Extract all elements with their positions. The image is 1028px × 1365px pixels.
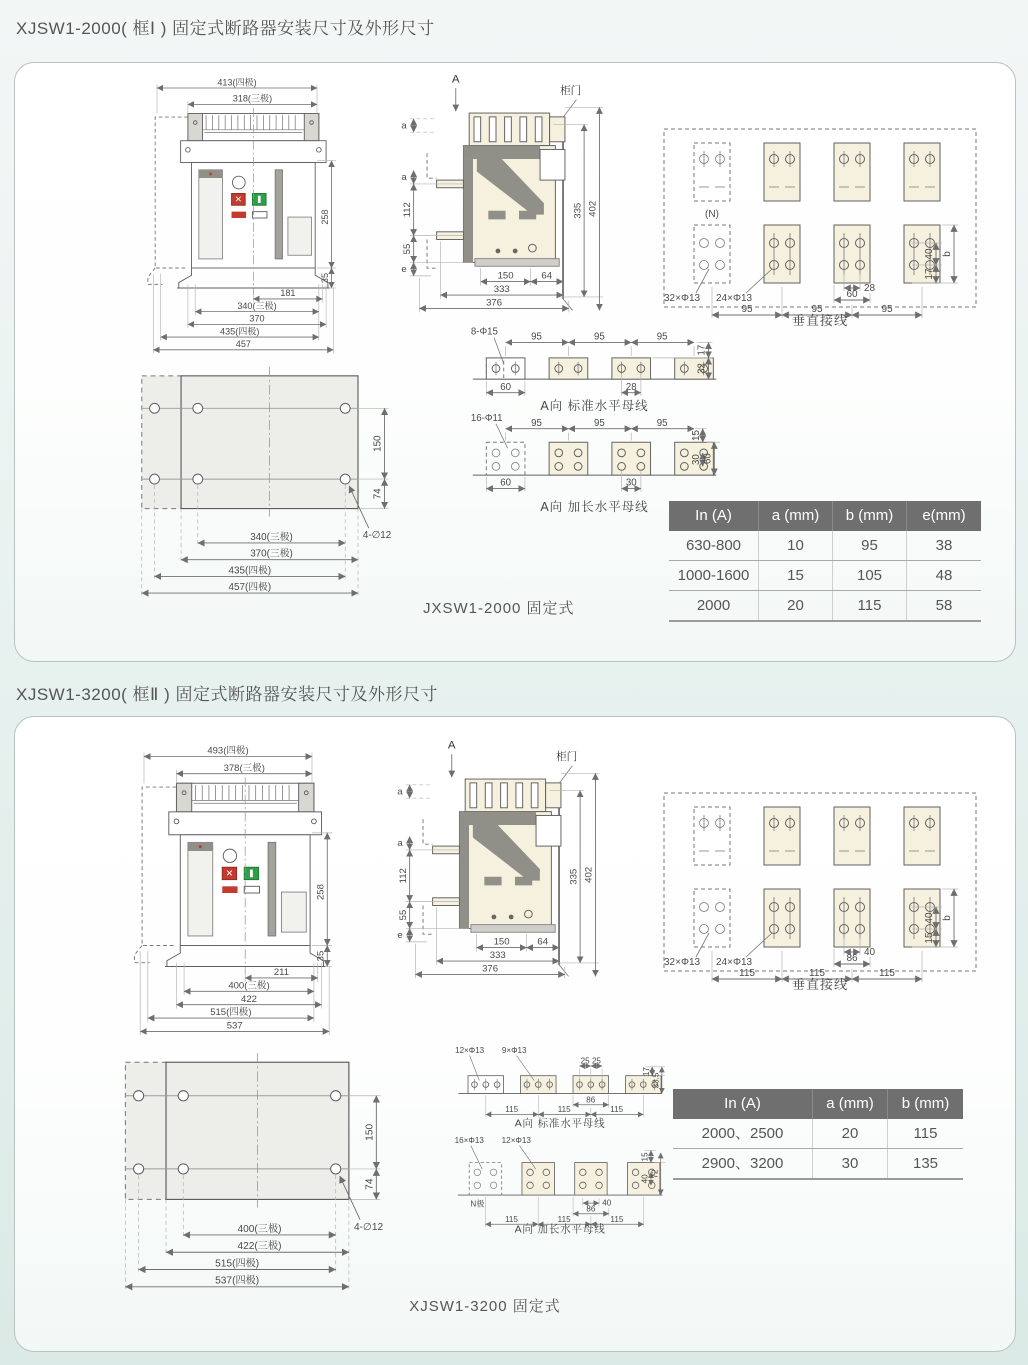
- cell: 105: [833, 561, 907, 590]
- view-arrow-label: A: [447, 739, 456, 752]
- dim-label: 60: [846, 289, 858, 300]
- dim-label: 340(三极): [250, 532, 293, 544]
- dim-label: 457(四极): [228, 582, 272, 594]
- base-plate: [475, 259, 559, 267]
- cabinet-door-label: 柜门: [560, 84, 582, 97]
- model-caption-2: XJSW1-3200 固定式: [409, 1298, 561, 1315]
- cell: 20: [813, 1119, 888, 1148]
- dim-label: 422(三极): [237, 1241, 282, 1253]
- dim-label: 74: [364, 1178, 376, 1190]
- dim-label: 435(四极): [228, 565, 272, 577]
- side-view-drawing-1: [381, 69, 611, 318]
- dim-label: 376: [482, 963, 499, 975]
- dim-label: 60: [500, 381, 512, 393]
- dim-label: 30: [690, 454, 702, 466]
- front-view-drawing-2: [123, 745, 333, 1041]
- cell: 135: [912, 1155, 939, 1172]
- dim-label: e: [397, 930, 403, 942]
- dim-label: 60: [702, 453, 714, 465]
- dim-label: 333: [489, 950, 506, 962]
- indicator-dot: [199, 845, 202, 848]
- hole-spec-label: 4-∅12: [362, 530, 392, 542]
- dim-label: 378(三极): [223, 762, 265, 774]
- cell: 2000: [669, 591, 759, 620]
- dim-label: 115: [809, 968, 825, 979]
- table-row: [669, 591, 981, 622]
- dim-label: 40: [864, 947, 876, 958]
- drawing-caption: A向 加长水平母线: [540, 499, 649, 514]
- dim-label: 72: [650, 1169, 660, 1179]
- cell: 48: [935, 567, 953, 584]
- cell: 1000-1600: [669, 561, 759, 590]
- hole-spec-label: 9×Φ13: [501, 1046, 527, 1056]
- dim-label: 40: [924, 912, 935, 924]
- dim-label: 17: [641, 1067, 651, 1077]
- section1-title: XJSW1-2000( 框Ⅰ ) 固定式断路器安装尺寸及外形尺寸: [16, 19, 435, 38]
- dim-label: 40: [640, 1174, 650, 1184]
- spec-table-1: [669, 501, 981, 622]
- dim-label: 115: [557, 1214, 571, 1224]
- red-strip: [232, 212, 247, 218]
- table-row: [673, 1119, 963, 1149]
- cell: 20: [759, 591, 833, 620]
- indicator-dot: [209, 172, 212, 175]
- dim-label: 28: [864, 283, 876, 294]
- dim-label: 258: [315, 884, 327, 900]
- hole-spec-label: 12×Φ13: [455, 1046, 485, 1056]
- hole-spec-label: 24×Φ13: [716, 293, 753, 304]
- dim-label: 537(四极): [215, 1275, 260, 1287]
- dim-label: 400(三极): [237, 1223, 282, 1235]
- cell: 38: [935, 537, 953, 554]
- dim-label: 515(四极): [215, 1258, 260, 1270]
- view-arrow-label: A: [451, 73, 460, 86]
- drawing-caption: 垂直接线: [791, 977, 849, 992]
- dim-label: 74: [372, 488, 384, 500]
- dim-label: 537: [226, 1020, 243, 1032]
- dim-label: 333: [493, 284, 510, 296]
- dim-label: 258: [319, 209, 330, 225]
- dim-label: 15: [924, 932, 935, 944]
- table-header-row: [669, 501, 981, 531]
- rail-bar: [275, 170, 282, 259]
- dim-label: 422: [241, 993, 257, 1005]
- dim-label: 32: [696, 363, 708, 374]
- cell: 2900、3200: [673, 1149, 813, 1178]
- cell: 10: [759, 531, 833, 560]
- ext-busbar-drawing-2: [453, 1135, 668, 1234]
- cell: 2000、2500: [673, 1119, 813, 1148]
- cell: 115: [833, 591, 907, 620]
- dim-label: 25: [591, 1056, 601, 1066]
- dim-label: 17: [924, 268, 935, 280]
- dim-label: 115: [610, 1105, 624, 1115]
- dim-label: 515(四极): [210, 1007, 252, 1019]
- hole-spec-label: 12×Φ13: [501, 1136, 531, 1146]
- mounting-plate-drawing-2: [110, 1047, 410, 1301]
- dim-label: 150: [364, 1123, 376, 1141]
- dim-label: 112: [397, 868, 409, 884]
- dim-label: 55: [397, 909, 409, 921]
- table-header-cell: a (mm): [759, 501, 833, 531]
- dim-label: 95: [593, 417, 605, 429]
- table-header-cell: e(mm): [922, 507, 966, 524]
- dim-label: 115: [879, 968, 895, 979]
- std-busbar-drawing-2: [453, 1045, 668, 1129]
- cell: 58: [935, 597, 953, 614]
- dim-label: 335: [568, 868, 580, 885]
- hole-spec-label: 4-∅12: [353, 1221, 384, 1233]
- dim-label: 86: [846, 953, 858, 964]
- dim-label: a: [397, 838, 403, 850]
- section2-title: XJSW1-3200( 框Ⅱ ) 固定式断路器安装尺寸及外形尺寸: [16, 685, 439, 704]
- dim-label: 60: [500, 477, 512, 489]
- dim-label: 150: [493, 936, 510, 948]
- dim-label: a: [397, 786, 403, 798]
- section1-panel: [14, 62, 1016, 662]
- dim-label: a: [401, 172, 407, 184]
- cell: 30: [813, 1149, 888, 1178]
- table-row: [669, 531, 981, 561]
- dim-label: 370(三极): [250, 548, 293, 560]
- dim-label: 211: [273, 967, 290, 979]
- drawing-caption: 垂直接线: [791, 313, 849, 328]
- dim-label: 40: [924, 248, 935, 260]
- dim-label: 402: [587, 200, 599, 217]
- dim-label: 95: [593, 331, 605, 343]
- dim-label: 95: [811, 304, 823, 315]
- hole-spec-label: 32×Φ13: [664, 293, 701, 304]
- cell: 15: [759, 561, 833, 590]
- dim-label: 40: [602, 1198, 612, 1208]
- drawing-caption: A向 标准水平母线: [540, 399, 649, 414]
- dim-label: 413(四极): [217, 77, 257, 88]
- dim-label: 25: [580, 1056, 590, 1066]
- dim-label: 95: [656, 331, 668, 343]
- dim-label: b: [942, 251, 953, 257]
- hole-spec-label: 24×Φ13: [716, 957, 753, 968]
- cell: 95: [833, 531, 907, 560]
- dim-label: 340(三极): [237, 300, 277, 311]
- vertical-wiring-drawing-1: [660, 125, 980, 330]
- dim-label: 115: [610, 1214, 624, 1224]
- dim-label: 95: [881, 304, 893, 315]
- dim-label: 35: [315, 950, 327, 962]
- table-header-row: [673, 1089, 963, 1119]
- neutral-pole-label: N极: [470, 1199, 485, 1209]
- dim-label: 17: [696, 344, 708, 356]
- dim-label: 376: [486, 297, 503, 309]
- dim-label: 64: [541, 270, 553, 282]
- table-header-cell: In (A): [673, 1089, 813, 1119]
- dim-label: 150: [497, 270, 514, 282]
- on-button-bar: [258, 196, 261, 203]
- table-header-cell: In (A): [669, 501, 759, 531]
- dim-label: 112: [401, 202, 413, 218]
- dim-label: 64: [537, 936, 549, 948]
- dim-label: 115: [739, 968, 755, 979]
- hole-spec-label: 32×Φ13: [664, 957, 701, 968]
- dim-label: 95: [531, 417, 542, 429]
- dim-label: 457: [235, 339, 251, 350]
- model-caption-1: JXSW1-2000 固定式: [423, 600, 575, 617]
- hole-spec-label: 8-Φ15: [470, 326, 498, 338]
- dim-label: 33.5: [651, 1072, 661, 1089]
- dim-label: e: [401, 264, 407, 276]
- cabinet-door-label: 柜门: [556, 750, 578, 763]
- mounting-plate-drawing-1: [127, 361, 417, 607]
- dim-label: 335: [572, 202, 584, 219]
- drawing-caption: A向 标准水平母线: [514, 1117, 606, 1130]
- table-header-cell: b (mm): [901, 1095, 950, 1112]
- table-header-cell: b (mm): [833, 501, 907, 531]
- dim-label: b: [942, 915, 953, 921]
- dim-label: 115: [505, 1105, 519, 1115]
- dim-label: 30: [625, 477, 637, 489]
- dim-label: 181: [280, 288, 296, 299]
- dim-label: 86: [586, 1095, 596, 1105]
- dim-label: 402: [583, 866, 595, 883]
- dim-label: 150: [372, 435, 384, 452]
- dim-label: 28: [625, 381, 637, 393]
- red-strip: [222, 886, 237, 893]
- dim-label: a: [401, 120, 407, 132]
- front-view-drawing-1: [137, 77, 337, 359]
- cell: 115: [913, 1125, 938, 1142]
- drawing-caption: A向 加长水平母线: [514, 1223, 606, 1236]
- hole-spec-label: 16×Φ13: [454, 1136, 484, 1146]
- dim-label: 55: [401, 243, 413, 255]
- spec-table-2: [673, 1089, 963, 1180]
- vertical-wiring-drawing-2: [660, 789, 980, 994]
- dim-label: 115: [557, 1105, 571, 1115]
- on-button-bar: [250, 870, 253, 878]
- table-row: [669, 561, 981, 591]
- dim-label: 35: [319, 272, 330, 284]
- dim-label: 95: [741, 304, 753, 315]
- base-plate: [471, 925, 555, 933]
- dim-label: 95: [531, 331, 542, 343]
- dim-label: 115: [504, 1214, 518, 1224]
- dim-label: 493(四极): [207, 745, 249, 757]
- cell: 630-800: [669, 531, 759, 560]
- dim-label: 15: [690, 430, 702, 441]
- std-busbar-drawing-1: [467, 323, 723, 415]
- side-view-drawing-2: [377, 735, 607, 984]
- dim-label: 435(四极): [220, 326, 260, 337]
- table-header-cell: a (mm): [813, 1089, 888, 1119]
- dim-label: 95: [656, 417, 668, 429]
- dim-label: 318(三极): [232, 93, 273, 104]
- dim-label: 86: [586, 1204, 596, 1214]
- hole-spec-label: 16-Φ11: [470, 412, 503, 424]
- table-row: [673, 1149, 963, 1180]
- section2-panel: [14, 716, 1016, 1352]
- dim-label: 15: [640, 1152, 650, 1162]
- rail-bar: [268, 842, 276, 936]
- dim-label: 400(三极): [228, 980, 270, 992]
- dim-label: 370: [249, 313, 265, 324]
- neutral-label: (N): [705, 209, 719, 220]
